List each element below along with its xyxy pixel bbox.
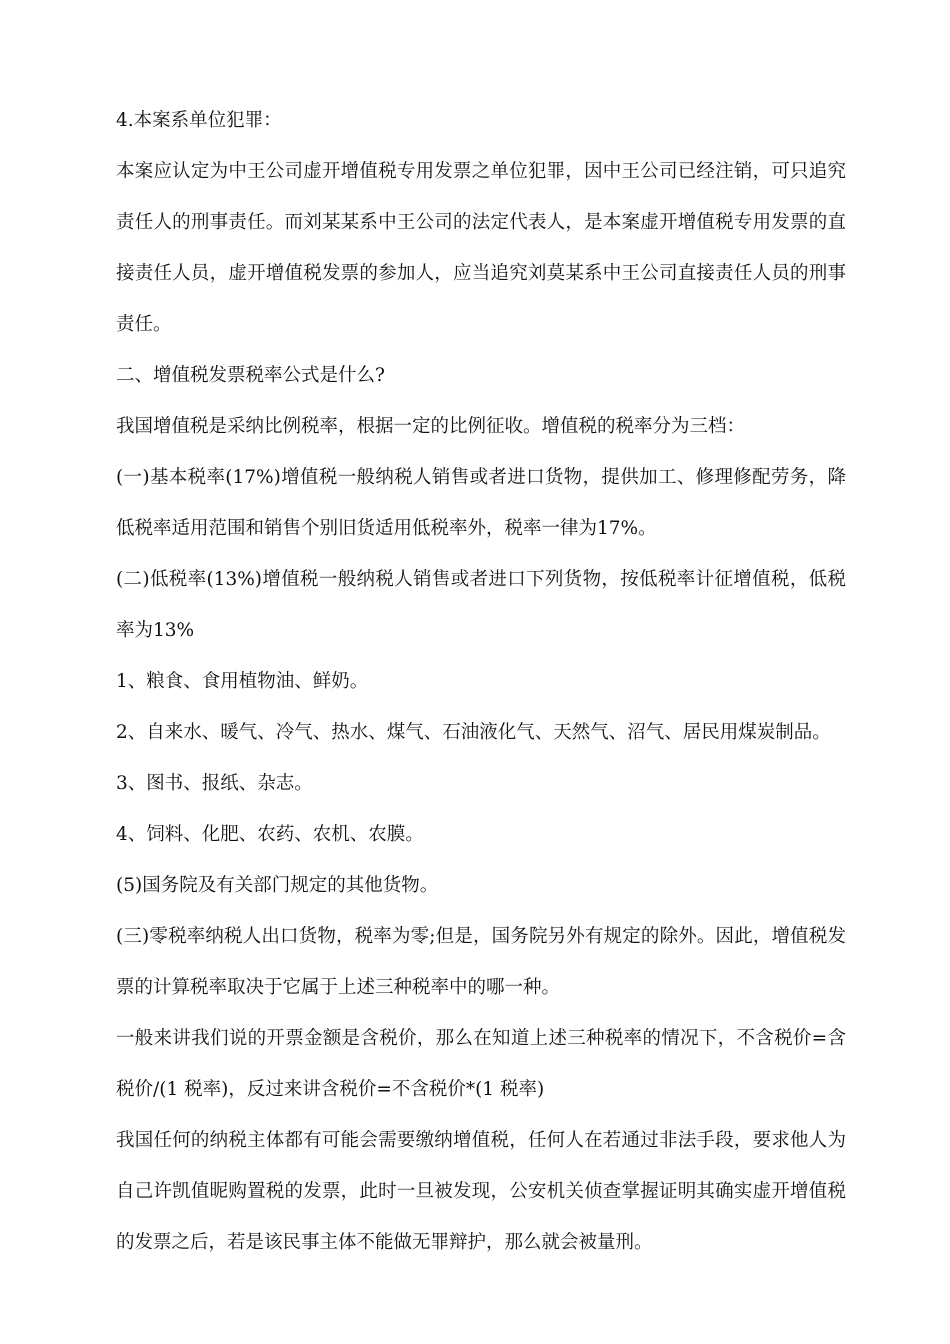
paragraph-low-rate: (二)低税率(13%)增值税一般纳税人销售或者进口下列货物，按低税率计征增值税，低税率为13% [116, 569, 846, 641]
paragraph-unit-crime-detail: 本案应认定为中王公司虚开增值税专用发票之单位犯罪，因中王公司已经注销，可只追究责任人的刑事责任。而刘某某系中王公司的法定代表人，是本案虚开增值税专用发票的直接责任人员，虚开增值税发票的参加人，应当追究刘莫某系中王公司直接责任人员的刑事责任。 [116, 161, 846, 335]
paragraph-vat-rate-intro: 我国增值税是采纳比例税率，根据一定的比例征收。增值税的税率分为三档： [116, 416, 746, 437]
paragraph-unit-crime-heading: 4.本案系单位犯罪： [116, 110, 282, 131]
paragraph-basic-rate: (一)基本税率(17%)增值税一般纳税人销售或者进口货物，提供加工、修理修配劳务，降低税率适用范围和销售个别旧货适用低税率外，税率一律为17%。 [116, 467, 846, 539]
list-item-utilities: 2、自来水、暖气、冷气、热水、煤气、石油液化气、天然气、沼气、居民用煤炭制品。 [116, 722, 831, 743]
list-item-publications: 3、图书、报纸、杂志。 [116, 773, 313, 794]
list-item-other-goods: (5)国务院及有关部门规定的其他货物。 [116, 875, 439, 896]
list-item-agriculture: 4、饲料、化肥、农药、农机、农膜。 [116, 824, 424, 845]
paragraph-zero-rate: (三)零税率纳税人出口货物，税率为零;但是，国务院另外有规定的除外。因此，增值税发票的计算税率取决于它属于上述三种税率中的哪一种。 [116, 926, 846, 998]
section-heading-vat-rate-formula: 二、增值税发票税率公式是什么? [116, 365, 385, 386]
list-item-grain: 1、粮食、食用植物油、鲜奶。 [116, 671, 369, 692]
paragraph-sentencing: 我国任何的纳税主体都有可能会需要缴纳增值税，任何人在若通过非法手段，要求他人为自己许凯值昵购置税的发票，此时一旦被发现，公安机关侦查掌握证明其确实虚开增值税的发票之后，若是该民事主体不能做无罪辩护，那么就会被量刑。 [116, 1130, 846, 1253]
document-body [116, 95, 846, 1268]
paragraph-tax-formula: 一般来讲我们说的开票金额是含税价，那么在知道上述三种税率的情况下，不含税价=含税价/(1 税率)，反过来讲含税价=不含税价*(1 税率) [116, 1028, 846, 1100]
